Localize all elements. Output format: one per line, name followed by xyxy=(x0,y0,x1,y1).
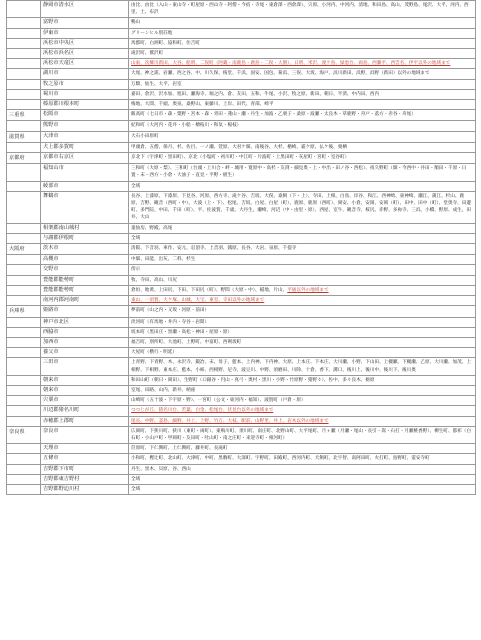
table-row xyxy=(7,275,476,285)
table-row xyxy=(7,79,476,89)
table-row xyxy=(7,164,476,181)
city-cell: 奈良市 xyxy=(41,426,129,443)
city-cell: 榛原郡川根本町 xyxy=(41,100,129,110)
area-text: 和田山町（朝日・岡田）、生野町（口銀谷・円山・真弓・奥村・黒川・小野・竹原野・猪野々）、佐中、多々良木、栃原 xyxy=(131,377,375,383)
area-cell xyxy=(129,474,476,484)
area-cell xyxy=(129,255,476,265)
table-row xyxy=(7,464,476,474)
area-text: 夢前町（山之内・又坂・河原・前田） xyxy=(131,308,210,314)
city-cell: 舞鶴市 xyxy=(41,191,129,223)
table-row xyxy=(7,28,476,38)
delivery-area-table xyxy=(6,0,476,495)
area-cell xyxy=(129,296,476,306)
area-text: 全域 xyxy=(131,476,141,482)
area-cell xyxy=(129,464,476,474)
prefecture-cell xyxy=(7,181,41,191)
city-cell: 富野市 xyxy=(41,18,129,28)
area-cell xyxy=(129,327,476,337)
table-row xyxy=(7,317,476,327)
area-cell xyxy=(129,110,476,121)
prefecture-cell xyxy=(7,223,41,233)
area-text: 嘉田、倉沢、沢水加、旭田、瀬海寺、堀之内、倉、友田、五和、牛尾、小沢、牧之原、新田、朝日、半済、中内田、西内 xyxy=(131,91,380,97)
table-row xyxy=(7,375,476,385)
city-cell: 吉野郡野迫川村 xyxy=(41,484,129,494)
area-text: 大屋町（横行・明延） xyxy=(131,350,177,356)
area-text: 大石小田原町 xyxy=(131,133,159,139)
area-text: 山崎町（五十波・下宇原・野）、一宮町（公文・東河内・福知）、波賀町（戸倉・原） xyxy=(131,398,306,404)
area-text: 室尾、田路、山内、新井、納座 xyxy=(131,387,196,393)
prefecture-cell xyxy=(7,358,41,375)
table-row xyxy=(7,131,476,142)
area-cell xyxy=(129,265,476,275)
prefecture-cell xyxy=(7,385,41,395)
area-text: 苣原町、下仁興町、上仁興町、藤井町、長滝町 xyxy=(131,446,228,452)
area-text: 傍示 xyxy=(131,267,141,273)
city-cell: 相楽郡南山城村 xyxy=(41,223,129,233)
area-text: 牧、寺田、高山、川尻 xyxy=(131,277,177,283)
area-cell xyxy=(129,396,476,406)
area-text: 梅地、大間、千頭、奥泉、桑野山、東藤川、上岸、田代、青部、崎平 xyxy=(131,102,274,108)
prefecture-cell xyxy=(7,255,41,265)
area-cell xyxy=(129,285,476,295)
table-row xyxy=(7,38,476,48)
prefecture-cell xyxy=(7,265,41,275)
prefecture-cell xyxy=(7,444,41,454)
prefecture-cell xyxy=(7,406,41,416)
city-cell: 赤穂郡上郡町 xyxy=(41,416,129,426)
prefecture-cell xyxy=(7,464,41,474)
area-cell xyxy=(129,59,476,69)
city-cell: 交野市 xyxy=(41,265,129,275)
area-cell xyxy=(129,69,476,79)
table-row xyxy=(7,396,476,406)
table-row xyxy=(7,327,476,337)
prefecture-cell xyxy=(7,28,41,38)
table-row xyxy=(7,89,476,99)
area-text: 馬郡町、白洲町、協和町、住吉町 xyxy=(131,40,200,46)
city-cell: 松阪市 xyxy=(41,110,129,121)
prefecture-cell xyxy=(7,142,41,152)
table-row xyxy=(7,296,476,306)
area-cell xyxy=(129,426,476,443)
table-row xyxy=(7,233,476,243)
area-text: 甲頭倉、五僧、保月、杉、佐目、一ノ瀬、萱原、大君ケ畑、南後谷、大杉、楢崎、霜ケ原、仏ケ後、栗栖 xyxy=(131,144,347,150)
area-text: 三和町（大原・梨）、三和町（台頭・上川合・岼・城用・寛原中・高杉・友渕・細見奥・上・中出・田ノ谷・西松）、夜久野町（畑・今西中・井田・額田・千原・日置・末・西方・小倉・大油子・直見・平野・板生） xyxy=(131,166,467,179)
prefecture-cell xyxy=(7,18,41,28)
area-exception-text: 東山、一須賀、大ケ塚、山城、大宝、東室、寺田以外の地域まで xyxy=(131,298,265,304)
city-cell: 吉野郡東吉野村 xyxy=(41,474,129,484)
city-cell: 伊東市 xyxy=(41,28,129,38)
area-text: 小和町、樫辻町、北山町、大津町、中町、黒駒町、大深町、宇野町、田殿町、西河内町、犬飼町、北宇智、南阿田町、火打町、島野町、霊安寺町 xyxy=(131,456,430,462)
city-cell: 朝来市 xyxy=(41,375,129,385)
city-cell: 宍粟市 xyxy=(41,396,129,406)
prefecture-cell xyxy=(7,49,41,59)
city-cell: 静岡市清水区 xyxy=(41,1,129,18)
area-text: 長谷、上漆原、下漆原、下見谷、河原、西方寺、滝ケ谷、吉坂、大俣、桑飼（下・上）、寺田、上根、白鳥、岸谷、和江、西神崎、東神崎、瀬江、蒲江、杉山、鹿原、吉野、観音（西町・中）、大波（上・下）、松尾、吉坂、白屋、白屋（町）、鹿原、鹿原（西町）、岡安、小倉、安岡、安岡（町）、田中、田中（町）、堂奥寺、田邊町、多門院、中田、千田（町）、平、佐波賀、千歳、大丹生、瀬崎、河辺（中・由里・原）、西屋、室牛、観音寺、桜尻、赤野、多祢寺、三浜、小橋、野原、成生、田井、大山 xyxy=(131,193,471,221)
city-cell: 五條市 xyxy=(41,454,129,464)
city-cell: 熊野市 xyxy=(41,121,129,131)
table-row xyxy=(7,385,476,395)
city-cell: 豊能郡能勢町 xyxy=(41,285,129,295)
area-cell xyxy=(129,275,476,285)
city-cell: 南河内郡河南町 xyxy=(41,296,129,306)
prefecture-cell xyxy=(7,454,41,464)
city-cell: 湖川市 xyxy=(41,69,129,79)
area-text: 京北下（宇津町・黒田町）、京北（小塩町・初川町・中江町・片波町・上黒田町・灰屋町・宮町・室谷町） xyxy=(131,155,350,161)
area-text: 童仙房、野殿、高尾 xyxy=(131,225,173,231)
table-row xyxy=(7,337,476,347)
area-cell xyxy=(129,153,476,164)
table-body xyxy=(7,1,476,495)
area-text: 大尾、神之浦、岩瀬、西之谷、中、川久保、桜堂、千浜、国安、国包、菊浜、三俣、大坂、海戸、浜川新田、浜野、浜野（新田）以外の地域まで xyxy=(131,71,430,77)
area-cell xyxy=(129,444,476,454)
area-cell xyxy=(129,348,476,358)
table-row xyxy=(7,191,476,223)
city-cell: 豊能郡能勢町 xyxy=(41,275,129,285)
prefecture-cell xyxy=(7,484,41,494)
area-text: 飯高町（七日市・森・粟野・宮本・森・青田・蓮山・瀬・丹生・加波・乙栗子・桑原・波瀬・太良木・草鹿野・舟戸・落方・赤谷・舟尾） xyxy=(131,112,416,118)
prefecture-cell xyxy=(7,191,41,223)
area-text: 倉垣、地黄、上田尻、下田、下田尻（町）、野間（大原・中）、稲地、片山、 xyxy=(131,287,288,293)
table-row xyxy=(7,348,476,358)
table-row xyxy=(7,454,476,464)
area-cell xyxy=(129,306,476,317)
area-cell xyxy=(129,18,476,28)
prefecture-cell xyxy=(7,337,41,347)
area-cell xyxy=(129,1,476,18)
area-text: 鴨山 xyxy=(131,20,141,26)
area-text: 中畑、田能、出灰、二料、杉生 xyxy=(131,257,196,263)
prefecture-cell xyxy=(7,233,41,243)
area-cell xyxy=(129,121,476,131)
table-row xyxy=(7,121,476,131)
city-cell: 養父市 xyxy=(41,348,129,358)
city-cell: 加西市 xyxy=(41,337,129,347)
prefecture-cell xyxy=(7,89,41,99)
prefecture-cell xyxy=(7,317,41,327)
city-cell: 茨木市 xyxy=(41,244,129,255)
table-row xyxy=(7,484,476,494)
city-cell: 浜松市中央区 xyxy=(41,38,129,48)
city-cell: 牧之原市 xyxy=(41,79,129,89)
table-row xyxy=(7,110,476,121)
area-cell xyxy=(129,233,476,243)
prefecture-cell xyxy=(7,285,41,295)
prefecture-cell xyxy=(7,38,41,48)
table-row xyxy=(7,444,476,454)
city-cell: 朝来市 xyxy=(41,385,129,395)
area-text: 福吉町、別所町、大池町、上野町、中富町、西剣坂町 xyxy=(131,339,242,345)
area-cell xyxy=(129,358,476,375)
city-cell: 西脇市 xyxy=(41,327,129,337)
city-cell: 三田市 xyxy=(41,358,129,375)
table-row xyxy=(7,181,476,191)
area-cell xyxy=(129,79,476,89)
city-cell: 蜀川市 xyxy=(41,89,129,99)
prefecture-cell xyxy=(7,1,41,18)
table-row xyxy=(7,142,476,152)
area-cell xyxy=(129,49,476,59)
table-row xyxy=(7,265,476,275)
area-cell xyxy=(129,131,476,142)
prefecture-cell: 奈良県 xyxy=(7,426,41,443)
prefecture-cell xyxy=(7,474,41,484)
area-text: 淡河町（有馬地・井内・寺谷・岩間） xyxy=(131,319,210,325)
table-row xyxy=(7,474,476,484)
area-cell xyxy=(129,406,476,416)
table-row xyxy=(7,358,476,375)
city-cell: 与謝郡伊根町 xyxy=(41,233,129,243)
table-row xyxy=(7,306,476,317)
area-cell xyxy=(129,484,476,494)
prefecture-cell xyxy=(7,275,41,285)
prefecture-cell xyxy=(7,69,41,79)
area-text: 丹生、黒木、貝原、谷、西山 xyxy=(131,466,191,472)
prefecture-cell xyxy=(7,79,41,89)
city-cell: 綾部市 xyxy=(41,181,129,191)
prefecture-cell: 兵庫県 xyxy=(7,306,41,317)
table-row xyxy=(7,406,476,416)
city-cell: 高槻市 xyxy=(41,255,129,265)
area-text: 清阪、下音羽、車作、安元、忍頂寺、上音羽、銭原、長谷、大岩、泉原、千提寺 xyxy=(131,246,297,252)
city-cell: 犬上郡多賀町 xyxy=(41,142,129,152)
prefecture-cell: 三重県 xyxy=(7,110,41,121)
prefecture-cell: 大阪府 xyxy=(7,244,41,255)
area-text: 全域 xyxy=(131,183,141,189)
table-row xyxy=(7,69,476,79)
table-row xyxy=(7,153,476,164)
prefecture-cell xyxy=(7,100,41,110)
area-cell xyxy=(129,337,476,347)
area-cell xyxy=(129,100,476,110)
table-row xyxy=(7,255,476,265)
city-cell: 福知山市 xyxy=(41,164,129,181)
prefecture-cell xyxy=(7,296,41,306)
area-text: 坂本町（黒田庄・黒瀬・高松・神田・屋原・原） xyxy=(131,329,233,335)
prefecture-cell: 滋賀県 xyxy=(7,131,41,142)
table-row xyxy=(7,285,476,295)
area-text: 上青野、下青野、木、永沢寺、鍛冶、末、母子、藍本、上内神、下内神、大原、上本庄、下本庄、大川瀬、小野、下山田、上槻瀬、下槻瀬、乙原、大川瀬、加茂、上相野、下相野、東本庄、藍本、小柿、西相野、尼寺、波豆川、中野、須磨田、川除、十倉、香下、溝口、後川上、後川中、後川下、後川奥 xyxy=(131,360,471,373)
area-text: 全域 xyxy=(131,486,141,492)
city-cell: 大津市 xyxy=(41,131,129,142)
table-row xyxy=(7,59,476,69)
area-cell xyxy=(129,142,476,152)
area-cell xyxy=(129,191,476,223)
area-cell xyxy=(129,416,476,426)
area-cell xyxy=(129,89,476,99)
area-exception-text: つつじが丘、猪名川台、若葉、白金、松尾台、伏見台以外の地域まで xyxy=(131,408,274,414)
prefecture-cell xyxy=(7,164,41,181)
prefecture-cell xyxy=(7,375,41,385)
area-exception-text: 山東、次郷川新田、大谷、船明、二俣町（阿蔵・南鹿島・鹿島・二俣・大園）、日明、米沢、渡ケ島、緑恵台、両島、西藤平、西雲名、伊平以外の地域まで xyxy=(131,61,451,67)
area-text: 紀和町（大河内・花井・小船・檜枝川・和気・楊枝） xyxy=(131,123,242,129)
area-cell xyxy=(129,164,476,181)
area-cell xyxy=(129,375,476,385)
city-cell: 天理市 xyxy=(41,444,129,454)
area-text: 滝沢町、鷲沢町 xyxy=(131,51,164,57)
prefecture-cell xyxy=(7,348,41,358)
area-text: 全域 xyxy=(131,235,141,241)
table-row xyxy=(7,18,476,28)
prefecture-cell xyxy=(7,59,41,69)
area-cell xyxy=(129,244,476,255)
area-cell xyxy=(129,181,476,191)
area-text: 万騎、仙生、大平、岩室 xyxy=(131,81,182,87)
area-cell xyxy=(129,385,476,395)
area-cell xyxy=(129,28,476,38)
city-cell: 吉野郡下市町 xyxy=(41,464,129,474)
table-row xyxy=(7,426,476,443)
city-cell: 浜松市天竜区 xyxy=(41,59,129,69)
table-row xyxy=(7,244,476,255)
area-text: 由比、由比（入山・東山寺・町屋原・西山寺・阿僧・今宿・寺尾・東倉澤・西倉澤）、宍原、小河内、中河内、清地、和田島、高山、茂野島、尾沢、大平、河内、西里、土、布沢 xyxy=(131,3,469,16)
city-cell: 川辺郡猪名川町 xyxy=(41,406,129,416)
area-text: 広岡町、下狭川町、狭川（東町・両町）、東鳴川町、須川町、南庄町、北野山町、大平尾町、月ヶ瀬（月瀬・尾山・長引・嵩・石打・月瀬桃香野）、柳生町、都祁（白石町・小山戸町・甲岡町・友田町・吐山町・南之庄町・来迎寺町・相河町） xyxy=(131,428,471,441)
city-cell: 浜松市浜名区 xyxy=(41,49,129,59)
prefecture-cell xyxy=(7,327,41,337)
area-text: グリーンヒル別荘地 xyxy=(131,30,173,36)
area-cell xyxy=(129,454,476,464)
area-cell xyxy=(129,38,476,48)
area-cell xyxy=(129,317,476,327)
area-exception-text: 尾長、中野、釜島、細野、井上、上野、竹万、大枝、駅前、山野里、井上、岩木以外の地域まで xyxy=(131,418,329,424)
city-cell: 姫路市 xyxy=(41,306,129,317)
table-row xyxy=(7,1,476,18)
table-row xyxy=(7,100,476,110)
city-cell: 京都市右京区 xyxy=(41,153,129,164)
area-exception-text: 平通以外の地域まで xyxy=(287,287,329,293)
prefecture-cell xyxy=(7,396,41,406)
city-cell: 神戸市北区 xyxy=(41,317,129,327)
table-row xyxy=(7,416,476,426)
prefecture-cell xyxy=(7,416,41,426)
table-row xyxy=(7,223,476,233)
prefecture-cell: 京都府 xyxy=(7,153,41,164)
area-cell xyxy=(129,223,476,233)
prefecture-cell xyxy=(7,121,41,131)
table-row xyxy=(7,49,476,59)
